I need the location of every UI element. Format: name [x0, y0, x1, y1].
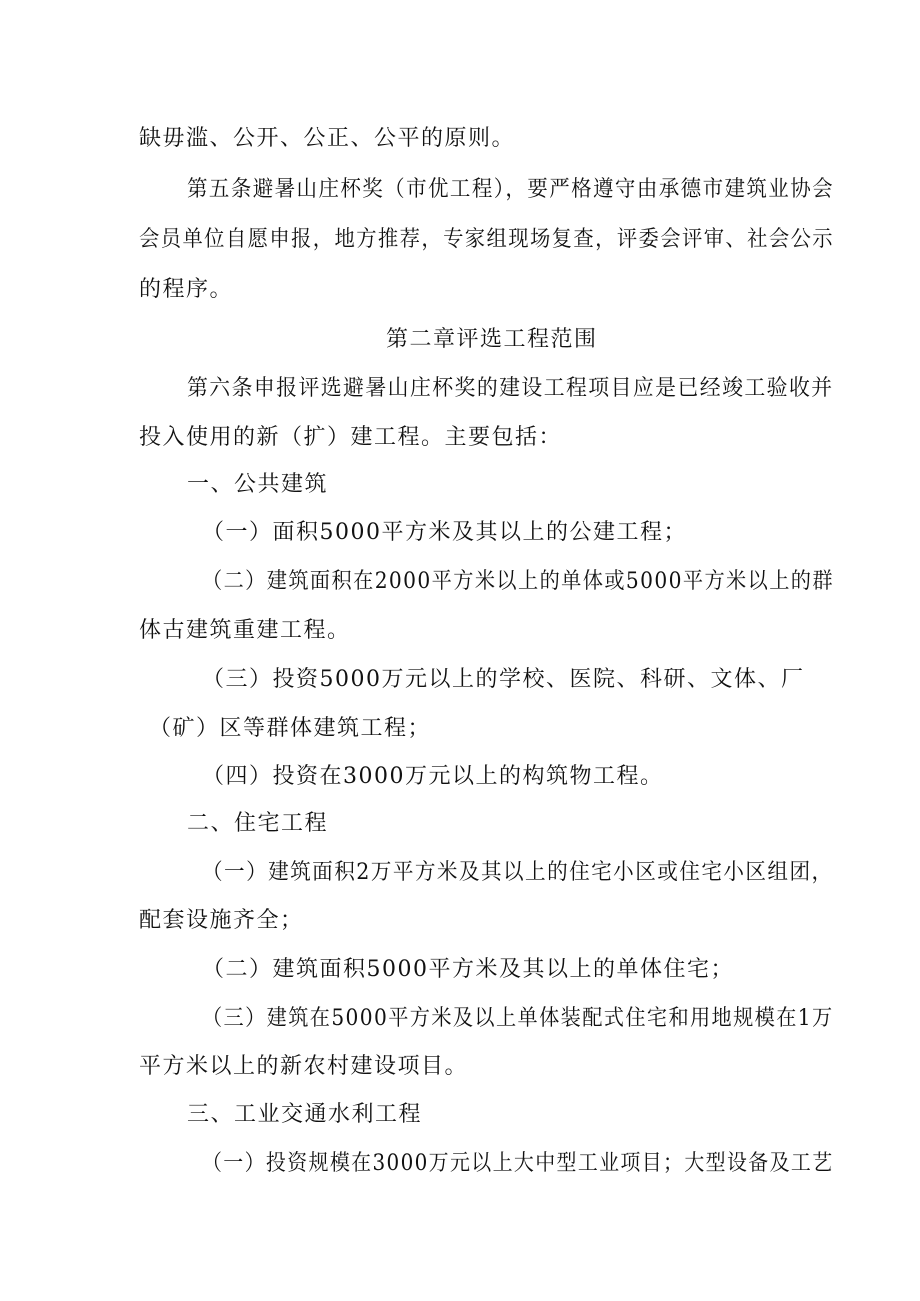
- article-5-line-3: 的程序。: [139, 277, 234, 302]
- list-item: （二）建筑面积在2000平方米以上的单体或5000平方米以上的群: [202, 569, 834, 594]
- list-item: （三）建筑在5000平方米及以上单体装配式住宅和用地规模在1万: [202, 1006, 834, 1031]
- list-item: （一）投资规模在3000万元以上大中型工业项目；大型设备及工艺: [202, 1151, 834, 1176]
- list-item-continuation: 体古建筑重建工程。: [139, 618, 351, 643]
- list-item: （三）投资5000万元以上的学校、医院、科研、文体、厂: [202, 667, 805, 692]
- list-item-continuation: 配套设施齐全；: [139, 908, 304, 933]
- article-6-line-2: 投入使用的新（扩）建工程。主要包括：: [139, 425, 563, 450]
- list-item: （四）投资在3000万元以上的构筑物工程。: [202, 764, 664, 789]
- section-heading-industrial: 三、工业交通水利工程: [187, 1102, 423, 1127]
- text-line: 缺毋滥、公开、公正、公平的原则。: [139, 126, 516, 151]
- article-6-line-1: 第六条申报评选避暑山庄杯奖的建设工程项目应是已经竣工验收并: [187, 376, 834, 401]
- list-item: （一）面积5000平方米及其以上的公建工程；: [202, 520, 687, 545]
- list-item-continuation: （矿）区等群体建筑工程；: [149, 716, 432, 741]
- list-item-continuation: 平方米以上的新农村建设项目。: [139, 1054, 469, 1079]
- article-5-line-1: 第五条避暑山庄杯奖（市优工程），要严格遵守由承德市建筑业协会: [187, 177, 835, 202]
- section-heading-public: 一、公共建筑: [187, 472, 329, 497]
- section-heading-housing: 二、住宅工程: [187, 811, 329, 836]
- article-5-line-2: 会员单位自愿申报，地方推荐，专家组现场复查，评委会评审、社会公示: [139, 227, 835, 252]
- list-item: （二）建筑面积5000平方米及其以上的单体住宅；: [202, 957, 734, 982]
- chapter-heading: 第二章评选工程范围: [386, 327, 598, 352]
- list-item: （一）建筑面积2万平方米及其以上的住宅小区或住宅小区组团，: [202, 860, 834, 885]
